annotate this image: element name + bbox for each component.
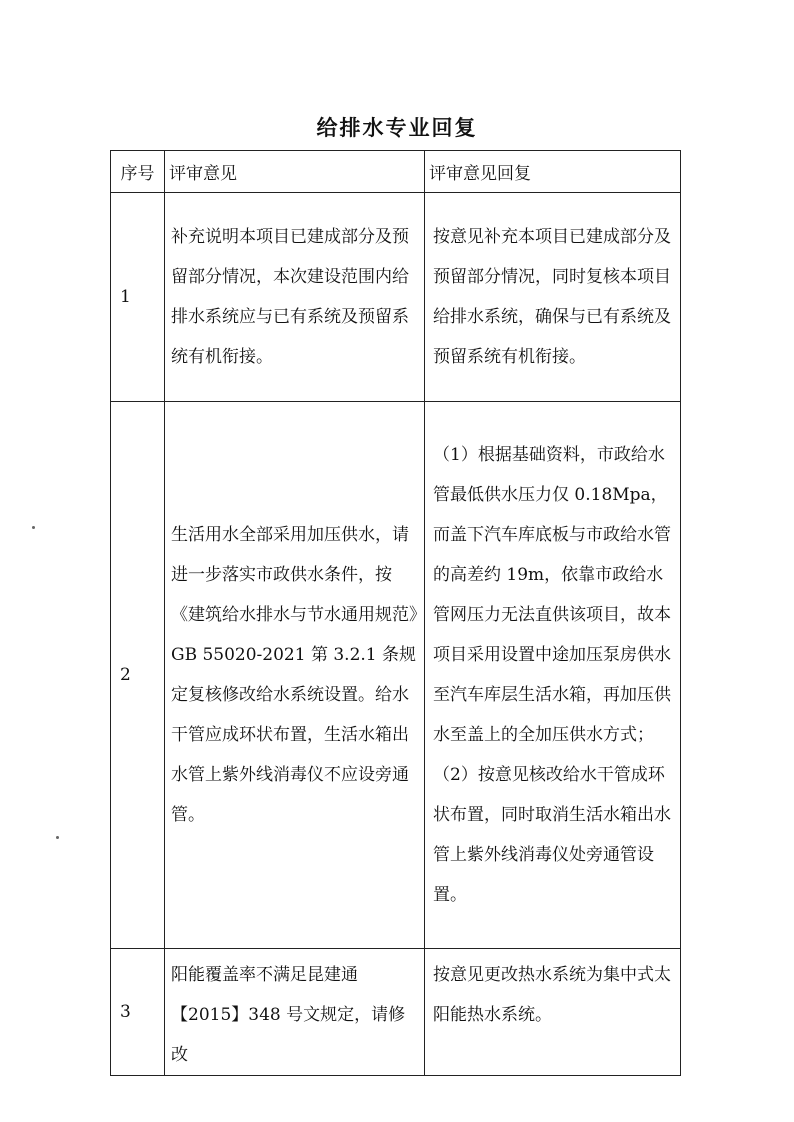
table-row [111, 402, 681, 949]
review-reply: 按意见更改热水系统为集中式太阳能热水系统。 [425, 949, 681, 1076]
header-opinion: 评审意见 [165, 151, 425, 193]
review-table [110, 150, 681, 1076]
review-reply: （1）根据基础资料，市政给水管最低供水压力仅 0.18Mpa，而盖下汽车库底板与市政给水管的高差约 19m，依靠市政给水管网压力无法直供该项目，故本项目采用设置中途加压泵房供水至汽车库层生活水箱，再加压供水至盖上的全加压供水方式；（2）按意见核改给水干管成环状布置，同时取消生活水箱出水管上紫外线消毒仪处旁通管设置。 [425, 402, 681, 949]
row-number: 2 [111, 402, 165, 949]
table-row [111, 949, 681, 1076]
scan-speck [32, 526, 35, 529]
review-opinion: 生活用水全部采用加压供水，请进一步落实市政供水条件，按《建筑给水排水与节水通用规范》GB 55020-2021 第 3.2.1 条规定复核修改给水系统设置。给水干管应成环状布置，生活水箱出水管上紫外线消毒仪不应设旁通管。 [165, 402, 425, 949]
review-opinion: 阳能覆盖率不满足昆建通【2015】348 号文规定，请修改 [165, 949, 425, 1076]
document-title: 给排水专业回复 [316, 115, 478, 140]
review-reply: 按意见补充本项目已建成部分及预留部分情况，同时复核本项目给排水系统，确保与已有系统及预留系统有机衔接。 [425, 193, 681, 402]
header-reply: 评审意见回复 [425, 151, 681, 193]
review-opinion: 补充说明本项目已建成部分及预留部分情况，本次建设范围内给排水系统应与已有系统及预留系统有机衔接。 [165, 193, 425, 402]
row-number: 1 [111, 193, 165, 402]
table-header-row [111, 151, 681, 193]
row-number: 3 [111, 949, 165, 1076]
header-number: 序号 [111, 151, 165, 193]
table-row [111, 193, 681, 402]
scan-speck [56, 836, 59, 839]
